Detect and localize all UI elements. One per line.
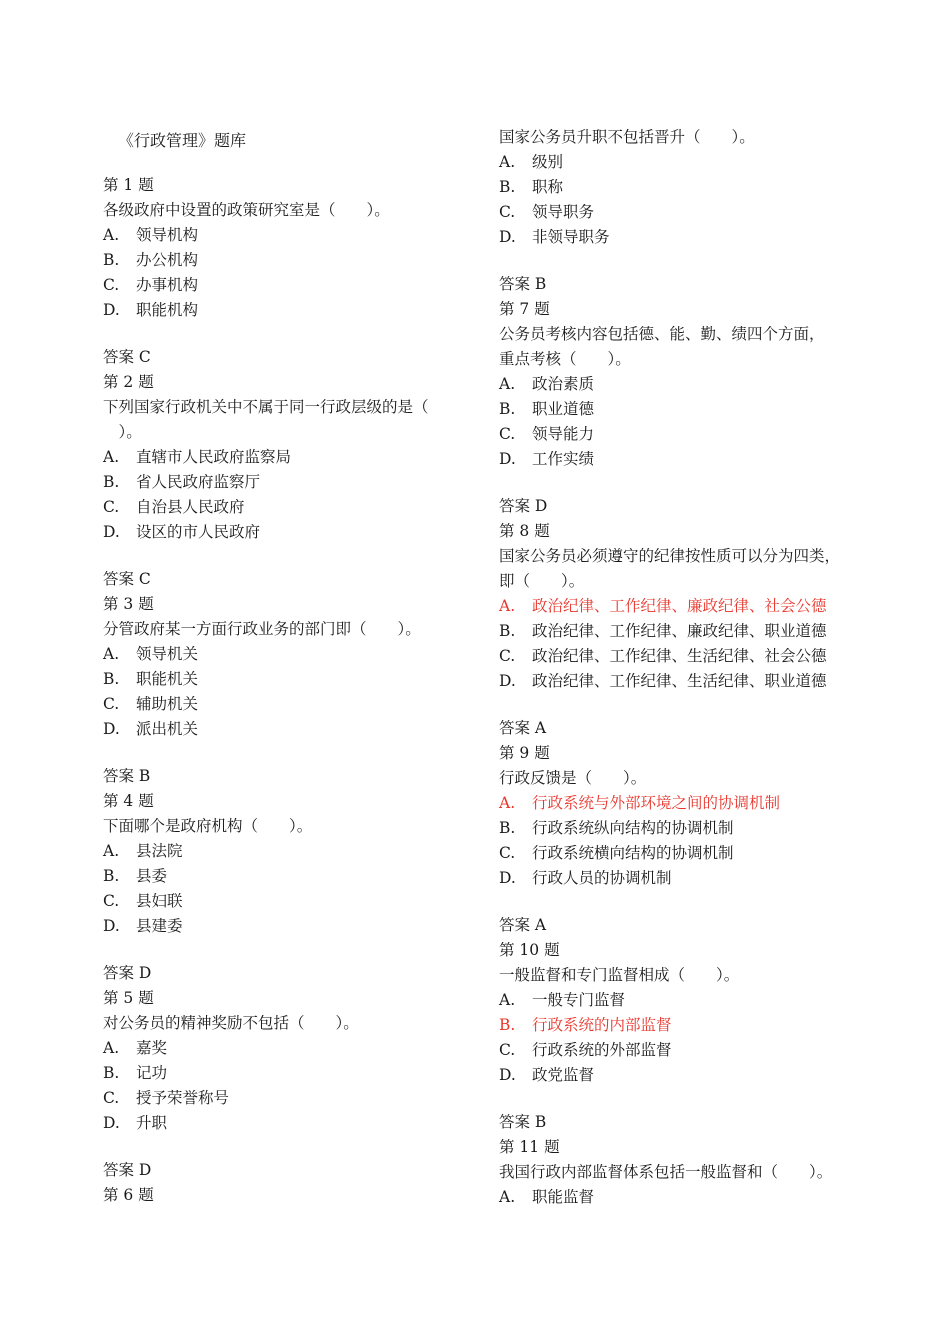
- option-text: 一般专门监督: [532, 991, 626, 1009]
- option-text: 工作实绩: [532, 450, 595, 468]
- option-letter: A.: [499, 991, 516, 1009]
- option-text: 领导职务: [532, 203, 595, 221]
- answer-option: [103, 839, 183, 864]
- question-stem: 即（ ）。: [499, 572, 585, 590]
- answer-key: 答案 B: [103, 767, 151, 785]
- option-text: 行政人员的协调机制: [532, 869, 672, 887]
- answer-option: [103, 495, 245, 520]
- option-text: 县妇联: [136, 892, 183, 910]
- question-number: 第 3 题: [103, 595, 154, 613]
- option-text: 政党监督: [532, 1066, 595, 1084]
- option-letter: A.: [103, 226, 120, 244]
- option-text: 职称: [532, 178, 564, 196]
- answer-key: 答案 A: [499, 916, 547, 934]
- option-letter: A.: [499, 794, 516, 812]
- answer-option: [103, 520, 260, 545]
- option-text: 行政系统的外部监督: [532, 1041, 672, 1059]
- option-letter: A.: [499, 375, 516, 393]
- option-text: 政治纪律、工作纪律、廉政纪律、社会公德: [532, 597, 827, 615]
- question-number: 第 2 题: [103, 373, 154, 391]
- answer-option: [103, 248, 198, 273]
- option-text: 直辖市人民政府监察局: [136, 448, 292, 466]
- option-letter: A.: [103, 1039, 120, 1057]
- option-text: 政治纪律、工作纪律、廉政纪律、职业道德: [532, 622, 827, 640]
- option-letter: C.: [103, 695, 120, 713]
- answer-option: [103, 1086, 229, 1111]
- option-text: 政治素质: [532, 375, 595, 393]
- question-stem: 对公务员的精神奖励不包括（ ）。: [103, 1014, 359, 1032]
- option-text: 办事机构: [136, 276, 199, 294]
- option-letter: A.: [499, 597, 516, 615]
- question-stem: 国家公务员必须遵守的纪律按性质可以分为四类，: [499, 547, 841, 565]
- option-text: 设区的市人民政府: [136, 523, 261, 541]
- answer-option: [499, 1185, 594, 1210]
- answer-option: [499, 175, 563, 200]
- option-letter: C.: [499, 425, 516, 443]
- answer-option: [499, 791, 780, 816]
- answer-option: [499, 619, 827, 644]
- answer-key: 答案 B: [499, 275, 547, 293]
- answer-option: [499, 988, 625, 1013]
- answer-option: [103, 470, 260, 495]
- question-stem: 国家公务员升职不包括晋升（ ）。: [499, 128, 755, 146]
- answer-key: 答案 D: [103, 964, 152, 982]
- answer-option: [103, 273, 198, 298]
- question-stem: 行政反馈是（ ）。: [499, 769, 647, 787]
- option-text: 省人民政府监察厅: [136, 473, 261, 491]
- option-text: 政治纪律、工作纪律、生活纪律、职业道德: [532, 672, 827, 690]
- answer-option: [499, 225, 610, 250]
- answer-key: 答案 A: [499, 719, 547, 737]
- option-text: 行政系统的内部监督: [532, 1016, 672, 1034]
- question-stem: ）。: [103, 423, 142, 441]
- option-letter: D.: [103, 301, 120, 319]
- option-text: 辅助机关: [136, 695, 199, 713]
- option-letter: D.: [499, 450, 516, 468]
- option-letter: D.: [103, 917, 120, 935]
- answer-option: [103, 717, 198, 742]
- answer-option: [499, 200, 594, 225]
- option-text: 领导能力: [532, 425, 595, 443]
- option-letter: C.: [103, 498, 120, 516]
- question-stem: 下列国家行政机关中不属于同一行政层级的是（: [103, 398, 429, 416]
- option-letter: C.: [499, 203, 516, 221]
- answer-option: [499, 866, 672, 891]
- option-text: 自治县人民政府: [136, 498, 245, 516]
- option-text: 记功: [136, 1064, 168, 1082]
- answer-option: [499, 397, 594, 422]
- answer-option: [103, 692, 198, 717]
- option-letter: C.: [499, 647, 516, 665]
- option-text: 职能机构: [136, 301, 199, 319]
- answer-key: 答案 B: [499, 1113, 547, 1131]
- answer-option: [103, 1111, 167, 1136]
- option-letter: B.: [103, 867, 120, 885]
- option-text: 职业道德: [532, 400, 595, 418]
- question-stem: 我国行政内部监督体系包括一般监督和（ ）。: [499, 1163, 833, 1181]
- question-number: 第 1 题: [103, 176, 154, 194]
- answer-option: [103, 864, 167, 889]
- answer-option: [499, 1063, 594, 1088]
- option-letter: D.: [103, 523, 120, 541]
- option-text: 行政系统纵向结构的协调机制: [532, 819, 734, 837]
- answer-option: [499, 841, 734, 866]
- option-letter: C.: [499, 1041, 516, 1059]
- option-letter: B.: [103, 473, 120, 491]
- option-letter: D.: [103, 1114, 120, 1132]
- question-number: 第 4 题: [103, 792, 154, 810]
- answer-option: [103, 1036, 167, 1061]
- answer-option: [103, 642, 198, 667]
- question-number: 第 8 题: [499, 522, 550, 540]
- answer-option: [103, 667, 198, 692]
- option-text: 级别: [532, 153, 564, 171]
- option-letter: B.: [499, 400, 516, 418]
- option-text: 职能监督: [532, 1188, 595, 1206]
- option-letter: B.: [499, 819, 516, 837]
- option-letter: A.: [103, 448, 120, 466]
- option-text: 授予荣誉称号: [136, 1089, 230, 1107]
- answer-key: 答案 D: [499, 497, 548, 515]
- option-letter: C.: [103, 1089, 120, 1107]
- answer-option: [103, 223, 198, 248]
- option-text: 县委: [136, 867, 168, 885]
- option-letter: B.: [499, 622, 516, 640]
- option-letter: A.: [103, 645, 120, 663]
- option-letter: B.: [103, 670, 120, 688]
- option-text: 嘉奖: [136, 1039, 168, 1057]
- answer-option: [103, 298, 198, 323]
- answer-option: [103, 445, 291, 470]
- option-text: 行政系统横向结构的协调机制: [532, 844, 734, 862]
- option-letter: D.: [499, 672, 516, 690]
- question-number: 第 5 题: [103, 989, 154, 1007]
- page-title: 《行政管理》题库: [118, 131, 247, 150]
- option-letter: D.: [499, 228, 516, 246]
- answer-option: [103, 914, 183, 939]
- option-letter: D.: [103, 720, 120, 738]
- answer-option: [499, 1013, 672, 1038]
- answer-option: [499, 372, 594, 397]
- option-letter: C.: [103, 892, 120, 910]
- answer-key: 答案 C: [103, 570, 151, 588]
- option-letter: A.: [499, 1188, 516, 1206]
- option-letter: D.: [499, 869, 516, 887]
- option-text: 职能机关: [136, 670, 199, 688]
- question-stem: 公务员考核内容包括德、能、勤、绩四个方面，: [499, 325, 825, 343]
- option-letter: C.: [103, 276, 120, 294]
- option-text: 县法院: [136, 842, 183, 860]
- option-text: 非领导职务: [532, 228, 610, 246]
- answer-option: [103, 889, 183, 914]
- option-text: 县建委: [136, 917, 183, 935]
- option-text: 升职: [136, 1114, 168, 1132]
- question-number: 第 7 题: [499, 300, 550, 318]
- question-stem: 各级政府中设置的政策研究室是（ ）。: [103, 201, 390, 219]
- answer-option: [499, 150, 563, 175]
- option-letter: B.: [499, 1016, 516, 1034]
- option-text: 领导机构: [136, 226, 199, 244]
- option-letter: A.: [499, 153, 516, 171]
- option-letter: D.: [499, 1066, 516, 1084]
- answer-option: [499, 1038, 672, 1063]
- answer-option: [499, 816, 734, 841]
- answer-key: 答案 C: [103, 348, 151, 366]
- option-text: 领导机关: [136, 645, 199, 663]
- question-number: 第 6 题: [103, 1186, 154, 1204]
- option-text: 派出机关: [136, 720, 199, 738]
- option-letter: B.: [103, 251, 120, 269]
- question-stem: 下面哪个是政府机构（ ）。: [103, 817, 313, 835]
- answer-option: [499, 594, 827, 619]
- question-number: 第 10 题: [499, 941, 560, 959]
- answer-option: [499, 669, 827, 694]
- question-number: 第 9 题: [499, 744, 550, 762]
- option-letter: A.: [103, 842, 120, 860]
- option-letter: B.: [499, 178, 516, 196]
- question-stem: 分管政府某一方面行政业务的部门即（ ）。: [103, 620, 421, 638]
- answer-option: [499, 447, 594, 472]
- option-text: 行政系统与外部环境之间的协调机制: [532, 794, 781, 812]
- answer-option: [499, 422, 594, 447]
- question-stem: 重点考核（ ）。: [499, 350, 631, 368]
- question-stem: 一般监督和专门监督相成（ ）。: [499, 966, 740, 984]
- option-letter: B.: [103, 1064, 120, 1082]
- option-text: 办公机构: [136, 251, 199, 269]
- question-number: 第 11 题: [499, 1138, 560, 1156]
- answer-option: [103, 1061, 167, 1086]
- option-letter: C.: [499, 844, 516, 862]
- answer-key: 答案 D: [103, 1161, 152, 1179]
- option-text: 政治纪律、工作纪律、生活纪律、社会公德: [532, 647, 827, 665]
- answer-option: [499, 644, 827, 669]
